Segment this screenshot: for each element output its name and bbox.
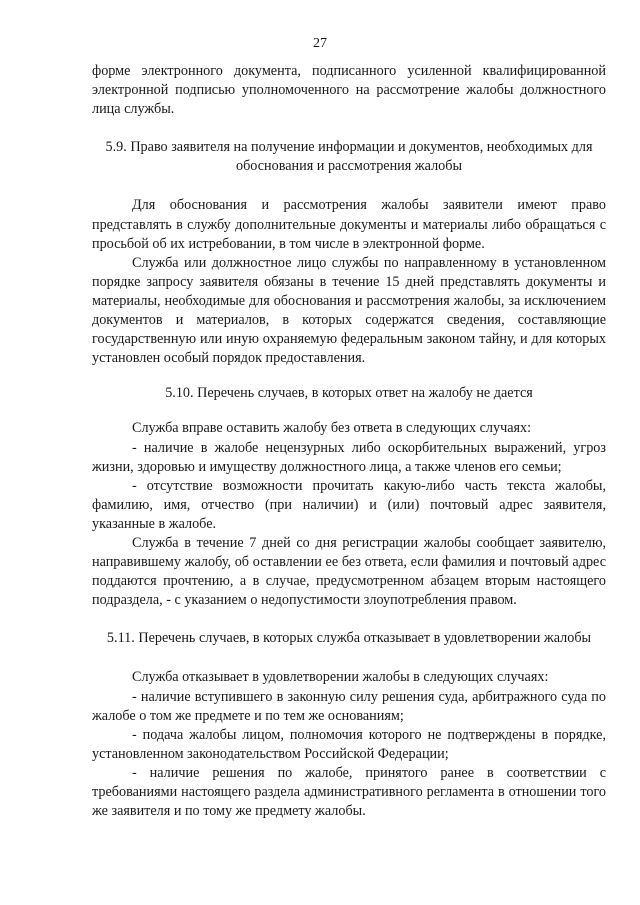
paragraph: Служба отказывает в удовлетворении жалобы в следующих случаях: (132, 669, 549, 686)
section-heading-5-11: 5.11. Перечень случаев, в которых служба отказывает в удовлетворении жалобы (106, 630, 592, 647)
list-item: - наличие в жалобе нецензурных либо оскорбительных выражений, угроз жизни, здоровью и имуществу должностного лица, а также членов его семьи; (92, 439, 606, 475)
section-heading-5-10: 5.10. Перечень случаев, в которых ответ на жалобу не дается (165, 385, 533, 402)
paragraph-continuation: форме электронного документа, подписанного усиленной квалифицированной электронной подписью уполномоченного на рассмотрение жалобы должностного лица службы. (92, 63, 606, 118)
paragraph: Служба в течение 7 дней со дня регистрации жалобы сообщает заявителю, направившему жалобу, об оставлении ее без ответа, если фамилия и почтовый адрес поддаются прочтению, а в случае, предусмотренном абзацем вторым настоящего подраздела, - с указанием о недопустимости злоупотребления правом. (92, 534, 606, 609)
list-item: - отсутствие возможности прочитать какую-либо часть текста жалобы, фамилию, имя, отчество (при наличии) и (или) почтовый адрес заявителя, указанные в жалобе. (92, 477, 606, 532)
paragraph: Служба вправе оставить жалобу без ответа в следующих случаях: (132, 420, 532, 437)
list-item: - наличие вступившего в законную силу решения суда, арбитражного суда по жалобе о том же предмете и по тем же основаниям; (92, 688, 606, 724)
document-body (92, 62, 606, 821)
paragraph: Служба или должностное лицо службы по направленному в установленном порядке запросу заявителя обязаны в течение 15 дней представлять документы и материалы, необходимые для обоснования и рассмотрения жалобы, за исключением документов и материалов, в которых содержатся сведения, составляющие государственную или иную охраняемую федеральным законом тайну, и для которых установлен особый порядок предоставления. (92, 254, 606, 367)
section-heading-5-9: 5.9. Право заявителя на получение информации и документов, необходимых для обоснования и рассмотрения жалобы (105, 139, 593, 175)
list-item: - наличие решения по жалобе, принятого ранее в соответствии с требованиями настоящего раздела административного регламента в отношении того же заявителя и по тому же предмету жалобы. (92, 764, 606, 820)
page-number: 27 (313, 36, 327, 51)
list-item: - подача жалобы лицом, полномочия которого не подтверждены в порядке, установленном законодательством Российской Федерации; (92, 726, 606, 762)
paragraph: Для обоснования и рассмотрения жалобы заявители имеют право представлять в службу дополнительные документы и материалы либо обращаться с просьбой об их истребовании, в том числе в электронной форме. (92, 197, 606, 252)
